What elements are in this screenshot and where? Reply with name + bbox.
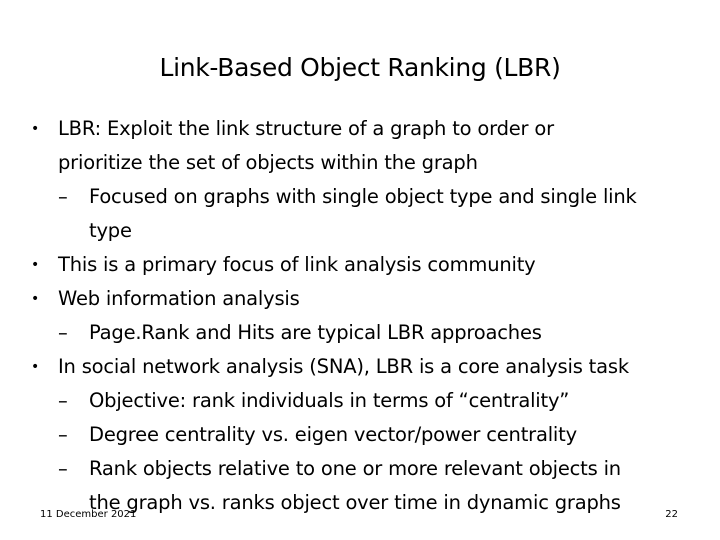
bullet-marker: • [31,257,40,273]
bullet-text: This is a primary focus of link analysis community [58,253,536,276]
bullet-marker: • [31,359,40,375]
sub-bullet-item [30,452,710,486]
bullet-item [30,282,710,316]
dash-marker: – [58,423,68,446]
dash-marker: – [58,389,68,412]
sub-bullet-text: type [89,219,132,242]
sub-bullet-text: Degree centrality vs. eigen vector/power centrality [89,423,577,446]
footer-date: 11 December 2021 [40,509,137,520]
page-number: 22 [665,509,678,520]
dash-marker: – [58,185,68,208]
sub-bullet-text: Focused on graphs with single object type and single link [89,185,637,208]
dash-marker: – [58,321,68,344]
bullet-text: LBR: Exploit the link structure of a graph to order or [58,117,554,140]
sub-bullet-item [30,316,710,350]
sub-bullet-text: the graph vs. ranks object over time in dynamic graphs [89,491,621,514]
bullet-item [30,112,710,146]
dash-marker: – [58,457,68,480]
sub-bullet-continuation [30,214,710,248]
bullet-marker: • [31,291,40,307]
bullet-item [30,350,710,384]
sub-bullet-text: Page.Rank and Hits are typical LBR approaches [89,321,542,344]
slide-title: Link-Based Object Ranking (LBR) [159,53,561,82]
sub-bullet-item [30,180,710,214]
sub-bullet-item [30,384,710,418]
bullet-text: In social network analysis (SNA), LBR is a core analysis task [58,355,629,378]
sub-bullet-item [30,418,710,452]
bullet-text: Web information analysis [58,287,300,310]
bullet-item [30,248,710,282]
bullet-continuation [30,146,710,180]
bullet-text: prioritize the set of objects within the graph [58,151,478,174]
sub-bullet-text: Objective: rank individuals in terms of “centrality” [89,389,570,412]
sub-bullet-text: Rank objects relative to one or more relevant objects in [89,457,621,480]
slide-body [30,112,710,520]
bullet-marker: • [31,121,40,137]
